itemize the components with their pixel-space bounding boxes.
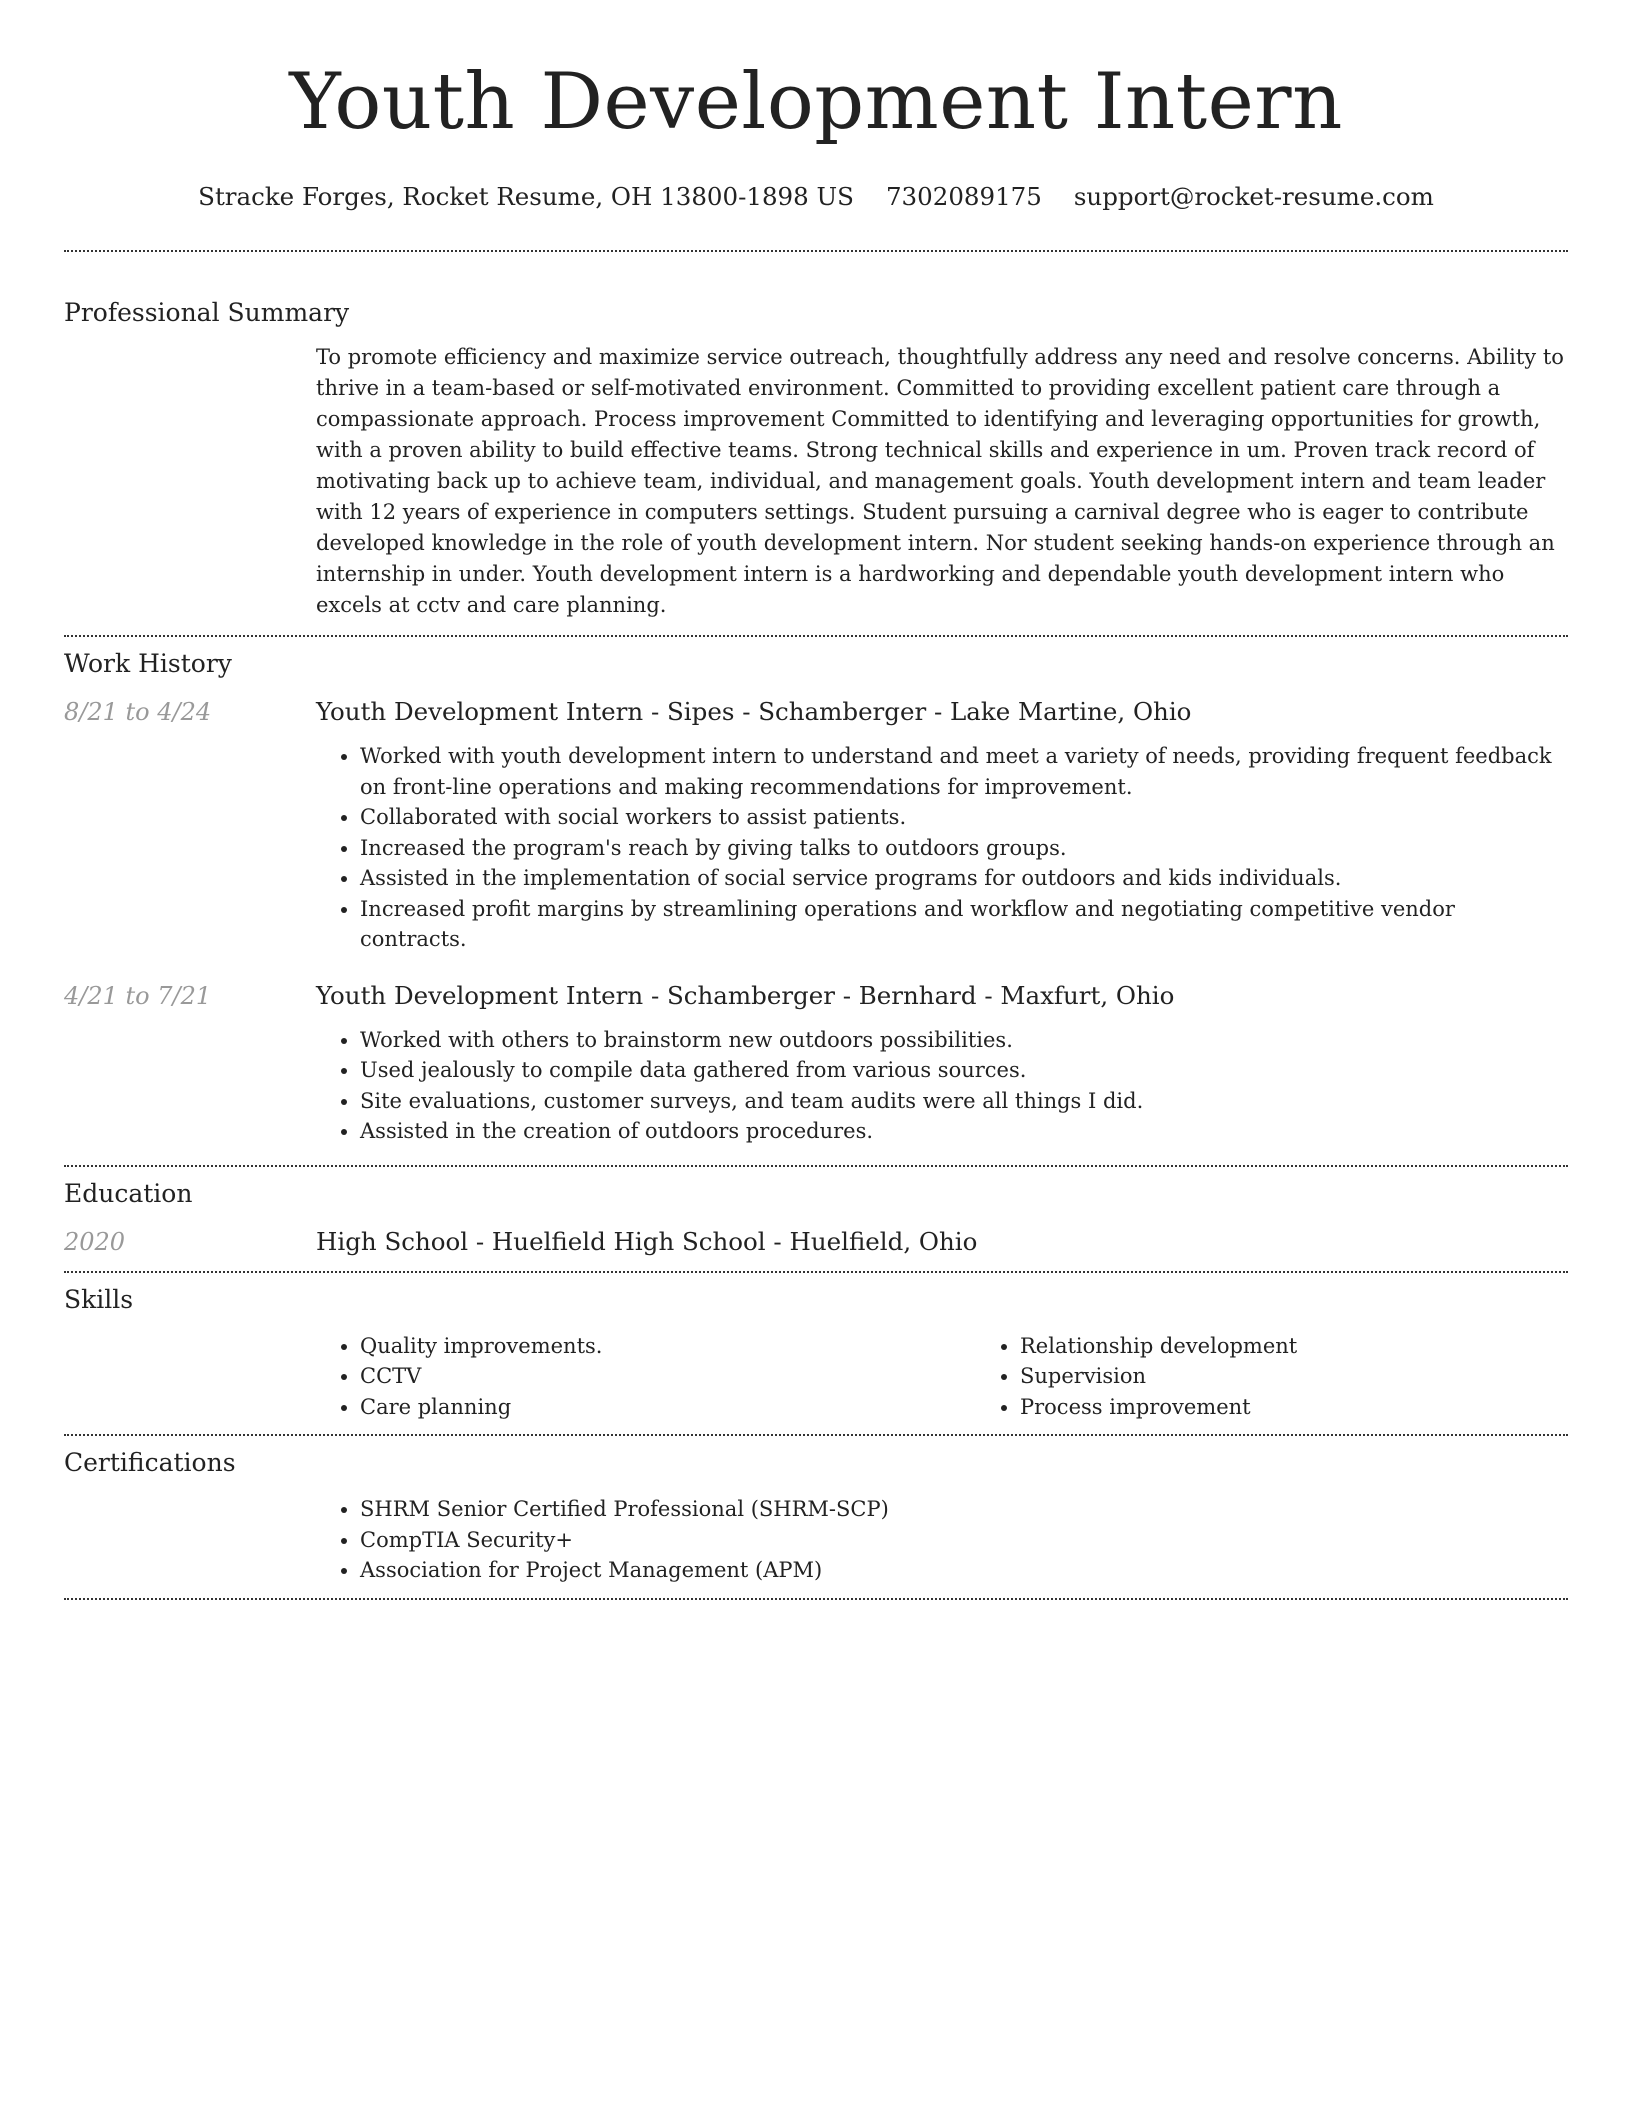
skills-list-right [976, 1331, 1632, 1423]
job-heading: Youth Development Intern - Schamberger - Bernhard - Maxfurt, Ohio [316, 980, 1175, 1010]
list-item: • Assisted in the implementation of social service programs for outdoors and kids individuals. [360, 863, 1568, 894]
list-item: • Increased the program's reach by giving talks to outdoors groups. [360, 833, 1568, 864]
job-dates: 8/21 to 4/24 [64, 698, 212, 726]
contact-email: support@rocket-resume.com [1073, 182, 1434, 211]
list-item: • Used jealously to compile data gathered from various sources. [360, 1055, 1568, 1086]
summary-title: Professional Summary [64, 298, 350, 327]
list-item: • Increased profit margins by streamlining operations and workflow and negotiating competitive vendor contracts. [360, 894, 1568, 955]
summary-section [64, 296, 1568, 635]
section-divider [64, 635, 1568, 637]
certifications-title: Certifications [64, 1448, 236, 1477]
list-item: • Quality improvements. [360, 1331, 976, 1362]
contact-address: Stracke Forges, Rocket Resume, OH 13800-1898 US [198, 182, 854, 211]
education-year: 2020 [64, 1227, 126, 1256]
job-bullets [316, 1025, 1568, 1147]
skills-list-left [316, 1331, 976, 1423]
job-bullets [316, 741, 1568, 955]
list-item: • CCTV [360, 1361, 976, 1392]
section-divider [64, 1598, 1568, 1600]
job-entry [64, 979, 1568, 1147]
summary-text: To promote efficiency and maximize service outreach, thoughtfully address any need and resolve concerns. Ability to thrive in a team-based or self-motivated environment. Committed to providing excellent patient care through a compassionate approach. Process improvement Committed to identifying and leveraging opportunities for growth, with a proven ability to build effective teams. Strong technical skills and experience in um. Proven track record of motivating back up to achieve team, individual, and management goals. Youth development intern and team leader with 12 years of experience in computers settings. Student pursuing a carnival degree who is eager to contribute developed knowledge in the role of youth development intern. Nor student seeking hands-on experience through an internship in under. Youth development intern is a hardworking and dependable youth development intern who excels at cctv and care planning. [316, 345, 1564, 617]
list-item: • Process improvement [1020, 1392, 1632, 1423]
list-item: • Care planning [360, 1392, 976, 1423]
list-item: • Site evaluations, customer surveys, and team audits were all things I did. [360, 1086, 1568, 1117]
section-divider [64, 1434, 1568, 1436]
list-item: • Relationship development [1020, 1331, 1632, 1362]
list-item: • Supervision [1020, 1361, 1632, 1392]
list-item: • SHRM Senior Certified Professional (SHRM-SCP) [360, 1494, 1568, 1525]
education-section [64, 1177, 1568, 1259]
contact-line [64, 180, 1568, 214]
skills-section [64, 1283, 1568, 1435]
work-history-section [64, 647, 1568, 1165]
resume-name: Youth Development Intern [289, 57, 1343, 147]
job-entry [64, 695, 1568, 955]
education-title: Education [64, 1178, 193, 1208]
list-item: • Assisted in the creation of outdoors procedures. [360, 1116, 1568, 1147]
list-item: • Worked with others to brainstorm new outdoors possibilities. [360, 1025, 1568, 1056]
list-item: • Association for Project Management (APM) [360, 1555, 1568, 1586]
list-item: • CompTIA Security+ [360, 1525, 1568, 1556]
list-item: • Collaborated with social workers to assist patients. [360, 802, 1568, 833]
certifications-section [64, 1446, 1568, 1598]
contact-phone: 7302089175 [885, 182, 1042, 211]
list-item: • Worked with youth development intern to understand and meet a variety of needs, providing frequent feedback on front-line operations and making recommendations for improvement. [360, 741, 1568, 802]
certifications-list [316, 1494, 1568, 1586]
education-heading: High School - Huelfield High School - Huelfield, Ohio [316, 1226, 978, 1256]
job-dates: 4/21 to 7/21 [64, 981, 212, 1010]
section-divider [64, 1165, 1568, 1167]
section-divider [64, 250, 1568, 252]
skills-title: Skills [64, 1284, 134, 1314]
job-heading: Youth Development Intern - Sipes - Schamberger - Lake Martine, Ohio [316, 697, 1192, 726]
work-history-title: Work History [64, 649, 232, 678]
section-divider [64, 1271, 1568, 1273]
